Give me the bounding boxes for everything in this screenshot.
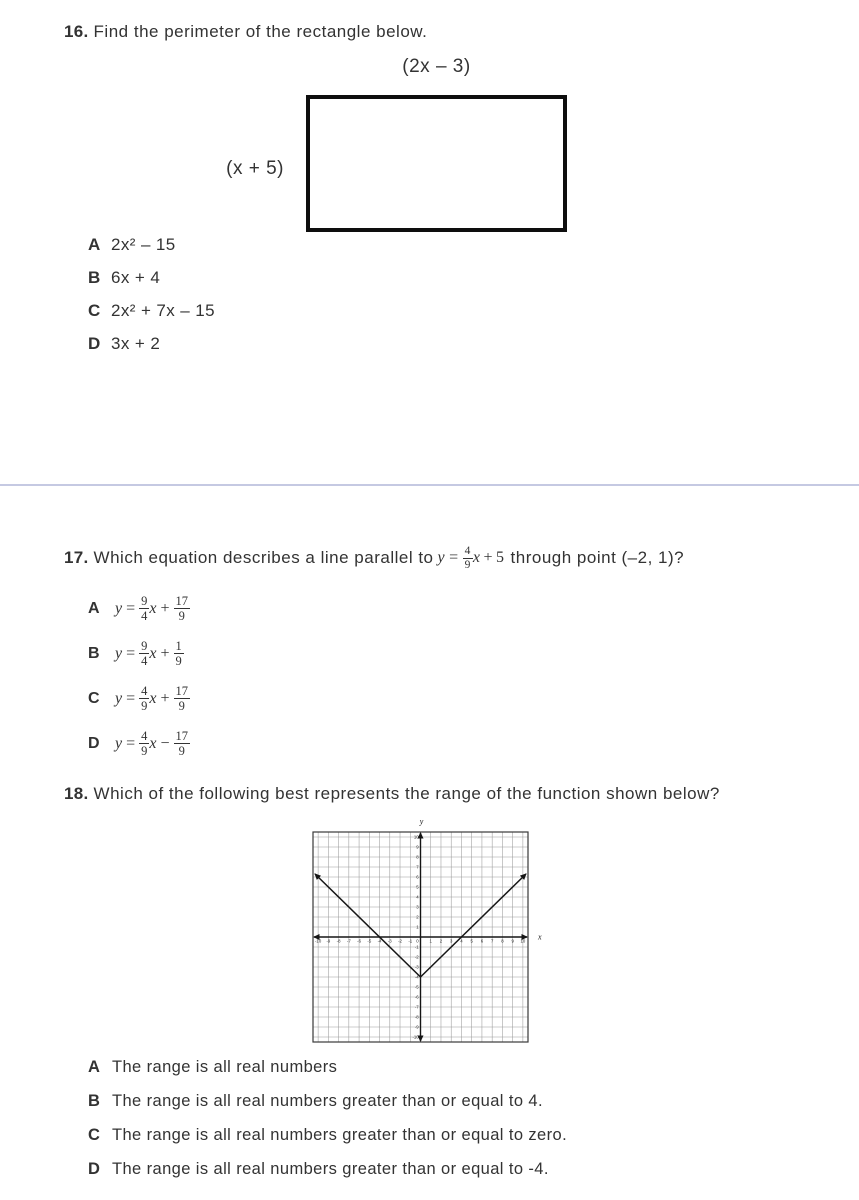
fraction	[463, 545, 473, 572]
svg-text:6: 6	[480, 938, 484, 944]
operator-sign: +	[160, 599, 170, 617]
fraction-denominator: 9	[178, 744, 185, 758]
choice-row	[88, 1118, 567, 1152]
operator-sign: +	[160, 644, 170, 662]
equation-variable-y: y	[115, 734, 123, 752]
choice-row	[88, 294, 215, 327]
svg-text:0: 0	[416, 938, 419, 944]
fraction	[174, 684, 191, 713]
svg-text:6: 6	[416, 874, 419, 880]
fraction	[174, 729, 191, 758]
svg-text:-1: -1	[414, 944, 419, 950]
svg-text:4: 4	[416, 894, 419, 900]
equals-sign: =	[126, 689, 136, 707]
choice-equation	[115, 729, 190, 758]
fraction	[174, 594, 191, 623]
choice-letter: C	[88, 1125, 101, 1144]
question-16-text: Find the perimeter of the rectangle below.	[93, 22, 428, 41]
choice-letter: D	[88, 333, 101, 353]
choice-letter: C	[88, 300, 101, 320]
rectangle-shape	[306, 95, 567, 232]
svg-text:-5: -5	[414, 984, 419, 990]
equation-variable-x: x	[149, 644, 157, 662]
svg-text:-5: -5	[367, 938, 372, 944]
equation-variable-x: x	[149, 599, 157, 617]
question-16-number: 16.	[64, 22, 89, 41]
question-18-text: Which of the following best represents the range of the function shown below?	[93, 784, 720, 803]
fraction-numerator: 9	[141, 639, 148, 653]
fraction-denominator: 9	[464, 558, 471, 571]
equation-intercept: 5	[496, 549, 505, 566]
fraction-denominator: 9	[178, 609, 185, 623]
fraction-numerator: 1	[175, 639, 182, 653]
choice-row	[88, 676, 190, 721]
choice-letter: B	[88, 267, 101, 287]
svg-text:-6: -6	[357, 938, 361, 944]
equals-sign: =	[449, 549, 459, 566]
svg-text:3: 3	[416, 904, 419, 910]
choice-text: The range is all real numbers	[112, 1057, 338, 1076]
equation-variable-y: y	[115, 599, 123, 617]
choice-letter: C	[88, 689, 100, 707]
choice-text: 2x² – 15	[111, 234, 176, 254]
fraction-denominator: 9	[141, 744, 148, 758]
equation-variable-y: y	[437, 549, 446, 566]
svg-text:-1: -1	[408, 938, 413, 944]
question-18	[64, 784, 720, 804]
operator-sign: +	[160, 689, 170, 707]
choice-text: The range is all real numbers greater than or equal to zero.	[112, 1125, 568, 1144]
choice-letter: D	[88, 1159, 101, 1178]
svg-text:-4: -4	[377, 938, 382, 944]
plus-sign: +	[483, 549, 494, 566]
question-18-number: 18.	[64, 784, 89, 803]
fraction-denominator: 4	[141, 654, 148, 668]
svg-text:7: 7	[490, 938, 494, 944]
equation-variable-x: x	[149, 689, 157, 707]
page-divider	[0, 484, 859, 486]
choice-text: The range is all real numbers greater than or equal to -4.	[112, 1159, 549, 1178]
svg-text:-8: -8	[414, 1014, 419, 1020]
question-17-text-prefix: Which equation describes a line parallel to	[93, 548, 434, 567]
svg-text:-9: -9	[326, 938, 331, 944]
fraction-denominator: 9	[178, 699, 185, 713]
fraction-numerator: 17	[175, 729, 189, 743]
question-17-equation	[438, 545, 505, 572]
choice-text: The range is all real numbers greater than or equal to 4.	[112, 1091, 543, 1110]
choice-letter: B	[88, 644, 100, 662]
svg-text:9: 9	[511, 938, 514, 944]
choice-row	[88, 261, 215, 294]
choice-letter: A	[88, 1057, 101, 1076]
choice-row	[88, 631, 190, 676]
svg-text:10: 10	[520, 938, 526, 944]
fraction-numerator: 4	[464, 544, 471, 557]
choice-row	[88, 721, 190, 766]
question-18-choices	[88, 1050, 567, 1186]
svg-text:-10: -10	[412, 1034, 419, 1040]
svg-text:-3: -3	[414, 964, 419, 970]
choice-letter: A	[88, 599, 100, 617]
fraction-denominator: 9	[141, 699, 148, 713]
question-17-choices	[88, 586, 190, 766]
svg-text:-10: -10	[315, 938, 322, 944]
question-16-choices	[88, 228, 215, 360]
question-16	[64, 22, 427, 42]
equals-sign: =	[126, 599, 136, 617]
equation-variable-x: x	[472, 549, 481, 566]
rectangle-top-label: (2x – 3)	[402, 56, 471, 77]
svg-text:-7: -7	[414, 1004, 419, 1010]
svg-text:7: 7	[416, 864, 419, 870]
choice-row	[88, 1084, 567, 1118]
fraction	[139, 594, 149, 623]
svg-text:-7: -7	[346, 938, 351, 944]
fraction-numerator: 4	[141, 729, 148, 743]
svg-text:8: 8	[501, 938, 504, 944]
choice-row	[88, 327, 215, 360]
svg-text:-2: -2	[414, 954, 419, 960]
svg-text:2: 2	[439, 938, 443, 944]
choice-row	[88, 228, 215, 261]
equals-sign: =	[126, 644, 136, 662]
equation-variable-x: x	[149, 734, 157, 752]
fraction-numerator: 4	[141, 684, 148, 698]
question-17-number: 17.	[64, 548, 89, 567]
svg-text:-3: -3	[387, 938, 392, 944]
choice-equation	[115, 684, 190, 713]
svg-text:-8: -8	[336, 938, 341, 944]
svg-text:-9: -9	[414, 1024, 419, 1030]
fraction	[174, 639, 184, 668]
svg-text:1: 1	[429, 938, 432, 944]
choice-letter: B	[88, 1091, 101, 1110]
choice-letter: A	[88, 234, 101, 254]
choice-letter: D	[88, 734, 100, 752]
svg-text:-4: -4	[414, 974, 419, 980]
svg-text:10: 10	[413, 834, 419, 840]
choice-text: 3x + 2	[111, 333, 161, 353]
svg-text:5: 5	[470, 938, 473, 944]
svg-text:8: 8	[416, 854, 419, 860]
fraction-denominator: 4	[141, 609, 148, 623]
choice-row	[88, 1152, 567, 1186]
choice-equation	[115, 639, 184, 668]
svg-text:1: 1	[416, 924, 419, 930]
axes	[314, 833, 527, 1041]
svg-text:2: 2	[416, 914, 419, 920]
svg-text:3: 3	[450, 938, 453, 944]
fraction-numerator: 9	[141, 594, 148, 608]
equation-variable-y: y	[115, 689, 123, 707]
operator-sign: −	[160, 734, 170, 752]
equals-sign: =	[126, 734, 136, 752]
svg-text:4: 4	[460, 938, 463, 944]
choice-text: 2x² + 7x – 15	[111, 300, 215, 320]
fraction-numerator: 17	[175, 684, 189, 698]
question-17	[64, 540, 684, 576]
function-graph-svg	[302, 815, 552, 1052]
choice-row	[88, 586, 190, 631]
svg-text:9: 9	[416, 844, 419, 850]
rectangle-left-label: (x + 5)	[226, 158, 284, 179]
fraction	[139, 684, 149, 713]
choice-equation	[115, 594, 190, 623]
svg-text:-2: -2	[398, 938, 402, 944]
question-17-text-suffix: through point (–2, 1)?	[510, 548, 685, 567]
fraction	[139, 729, 149, 758]
y-axis-label: y	[419, 817, 424, 826]
svg-text:5: 5	[416, 884, 419, 890]
function-graph	[302, 815, 552, 1052]
fraction-denominator: 9	[175, 654, 182, 668]
equation-variable-y: y	[115, 644, 123, 662]
choice-text: 6x + 4	[111, 267, 161, 287]
fraction	[139, 639, 149, 668]
choice-row	[88, 1050, 567, 1084]
svg-text:-6: -6	[414, 994, 419, 1000]
x-axis-label: x	[538, 932, 542, 942]
fraction-numerator: 17	[175, 594, 189, 608]
